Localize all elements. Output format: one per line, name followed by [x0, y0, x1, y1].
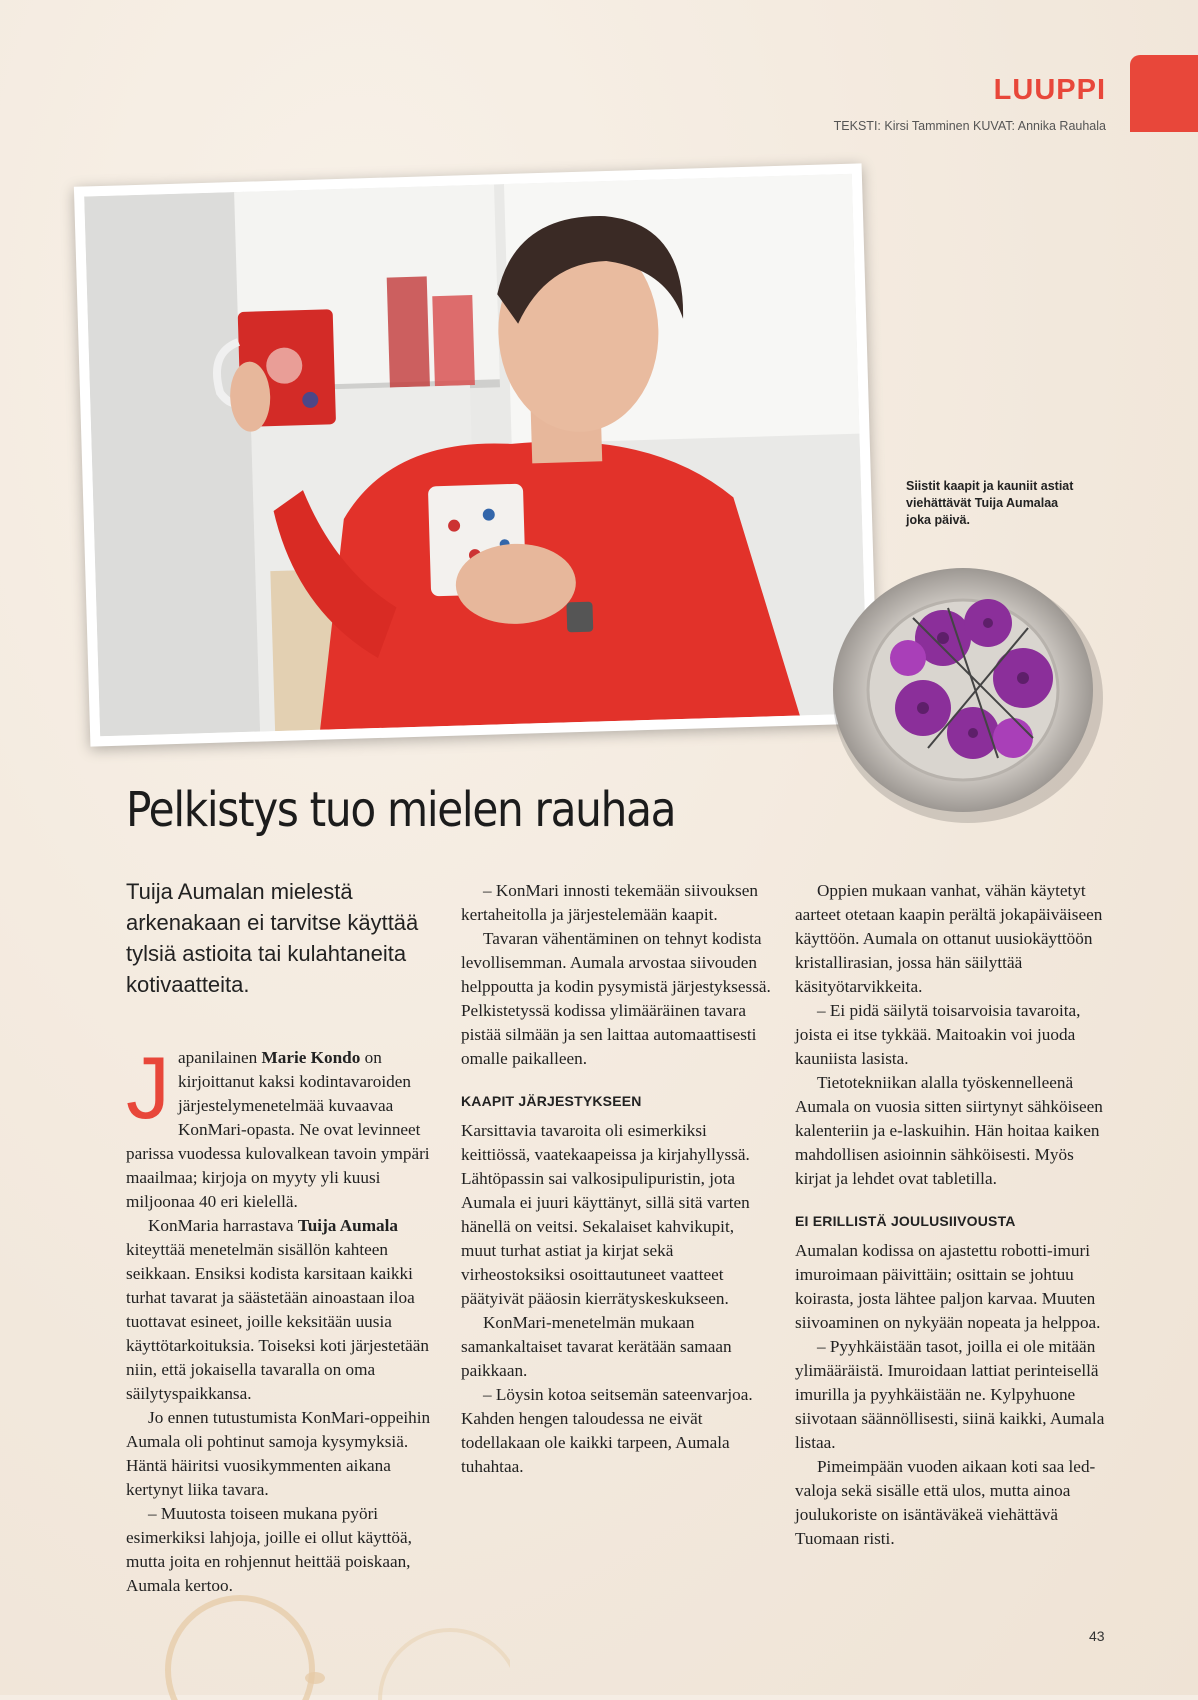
paragraph: Aumalan kodissa on ajastettu robotti-imuri imuroimaan päivittäin; osittain se johtuu koirasta, josta lähtee paljon karvaa. Muuten siivoaminen on nykyään nopeata ja helppoa.: [795, 1241, 1101, 1332]
main-photo: [74, 163, 878, 746]
paragraph: – Ei pidä säilytä toisarvoisia tavaroita, joista ei itse tykkää. Maitoakin voi juoda kauniista lasista.: [795, 1001, 1081, 1068]
section-tab-marker: [1130, 55, 1198, 132]
photo-caption: Siistit kaapit ja kauniit astiat viehättävät Tuija Aumalaa joka päivä.: [906, 479, 1074, 527]
article-lead: Tuija Aumalan mielestä arkenakaan ei tarvitse käyttää tylsiä astioita tai kulahtaneita kotivaatteita.: [126, 879, 419, 997]
crystal-bowl-photo: [818, 548, 1108, 833]
drop-cap: J: [126, 1038, 170, 1137]
subheading: EI ERILLISTÄ JOULUSIIVOUSTA: [795, 1213, 1016, 1229]
section-title: LUUPPI: [993, 74, 1106, 106]
paragraph: – KonMari innosti tekemään siivouksen kertaheitolla ja järjestelemään kaapit.: [461, 881, 758, 924]
paragraph-intro: Japanilainen Marie Kondo on kirjoittanut kaksi kodintavaroiden järjestelymenetelmää kuvaavaa KonMari-opasta. Ne ovat levinneet parissa vuodessa kulovalkean tavoin ympäri maailmaa; kirjoja on myyty yli kuusi miljoonaa 40 eri kielellä.: [126, 1038, 430, 1211]
person-name: Marie Kondo: [261, 1048, 361, 1067]
paragraph: Karsittavia tavaroita oli esimerkiksi keittiössä, vaatekaapeissa ja kirjahyllyssä. Lähtöpassin sai valkosipulipuristin, jota Aumala ei juuri käyttänyt, sillä sitä varten hänellä on veitsi. Sekalaiset kahvikupit, muut turhat astiat ja kirjat sekä virheostoksiksi osoittautuneet vaatteet päätyivät pääosin kierrätyskeskukseen.: [461, 1121, 750, 1308]
paragraph: Pimeimpään vuoden aikaan koti saa led-valoja sekä sisälle että ulos, mutta ainoa joulukoriste on isäntäväkeä viehättävä Tuomaan risti.: [795, 1457, 1096, 1548]
paragraph: KonMari-menetelmän mukaan samankaltaiset tavarat kerätään samaan paikkaan.: [461, 1313, 732, 1380]
page-number: 43: [1089, 1628, 1105, 1644]
paragraph: Tavaran vähentäminen on tehnyt kodista levollisemman. Aumala arvostaa siivouden helppoutta ja kodin pysymistä järjestyksessä. Pelkistetyssä kodissa ylimääräinen tavara pistää silmään ja sen laittaa automaattisesti omalle paikalleen.: [461, 929, 771, 1068]
article-column-2: [461, 879, 773, 1479]
person-name: Tuija Aumala: [297, 1216, 398, 1235]
paragraph: – Pyyhkäistään tasot, joilla ei ole mitään ylimääräistä. Imuroidaan lattiat perinteisellä imurilla ja pyyhkäistään ne. Kylpyhuone siivotaan säännöllisesti, siinä kaikki, Aumala listaa.: [795, 1337, 1105, 1452]
article-column-3: [795, 879, 1107, 1551]
article-column-1: [126, 1038, 438, 1598]
article-credits: TEKSTI: Kirsi Tamminen KUVAT: Annika Rauhala: [833, 119, 1106, 133]
paragraph: – Muutosta toiseen mukana pyöri esimerkiksi lahjoja, joille ei ollut käyttöä, mutta joita en rohjennut heittää poiskaan, Aumala kertoo.: [126, 1504, 412, 1595]
paragraph: Tietotekniikan alalla työskennelleenä Aumala on vuosia sitten siirtynyt sähköiseen kalenteriin ja e-laskuihin. Hän hoitaa kaiken mahdollisen asioinnin sähköisesti. Myös kirjat ja lehdet ovat tabletilla.: [795, 1073, 1103, 1188]
paragraph: KonMaria harrastava Tuija Aumala kiteyttää menetelmän sisällön kahteen seikkaan. Ensiksi kodista karsitaan kaikki turhat tavarat ja säästetään ainoastaan iloa tuottavat esineet, joille keksitään uusia käyttötarkoituksia. Toiseksi koti järjestetään niin, että jokaisella tavaralla on oma säilytyspaikkansa.: [126, 1216, 430, 1403]
paragraph: Jo ennen tutustumista KonMari-oppeihin Aumala oli pohtinut samoja kysymyksiä. Häntä häiritsi vuosikymmenten aikana kertynyt liika tavara.: [126, 1408, 431, 1499]
paragraph: Oppien mukaan vanhat, vähän käytetyt aarteet otetaan kaapin perältä jokapäiväiseen käyttöön. Aumala on ottanut uusiokäyttöön kristallirasian, jossa hän säilyttää käsityötarvikkeita.: [795, 881, 1103, 996]
paragraph: – Löysin kotoa seitsemän sateenvarjoa. Kahden hengen taloudessa ne eivät todellakaan ole kaikki tarpeen, Aumala tuhahtaa.: [461, 1385, 753, 1476]
article-headline: Pelkistys tuo mielen rauhaa: [126, 782, 676, 838]
subheading: KAAPIT JÄRJESTYKSEEN: [461, 1093, 642, 1109]
woman-with-mugs-photo: [84, 174, 868, 737]
